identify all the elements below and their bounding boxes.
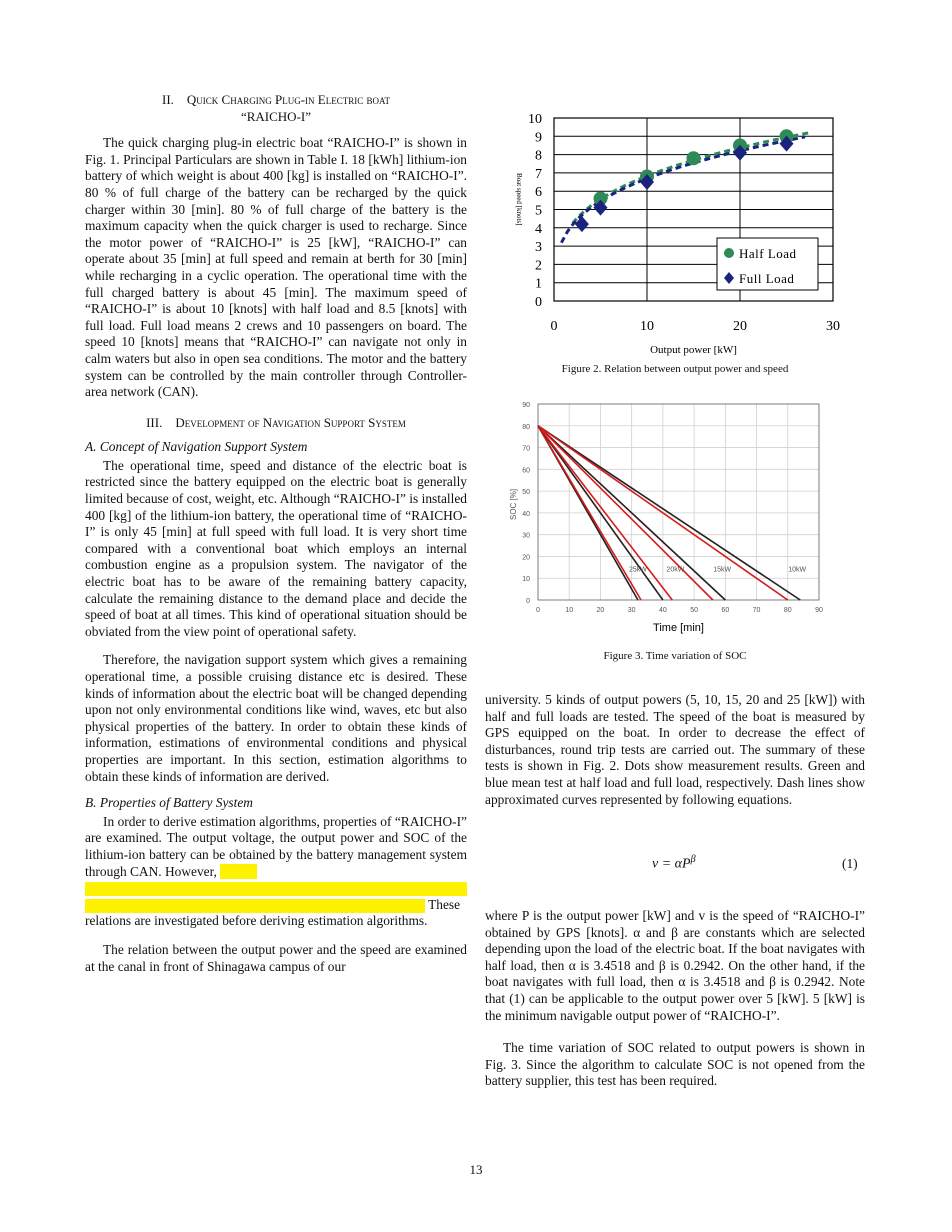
legend-label: Half Load [739, 246, 797, 261]
x-tick-label: 0 [536, 607, 540, 614]
x-tick-label: 30 [826, 319, 840, 334]
paragraph-properties-start: In order to derive estimation algorithms, properties of “RAICHO-I” are examined. The output voltage, the output power and SOC of the lithium-ion battery can be obtained by the battery management system through CAN. However, [85, 813, 467, 879]
section-2-title-line2: “RAICHO-I” [240, 108, 312, 124]
paragraph-properties-end: relations are investigated before deriving estimation algorithms. [85, 913, 428, 929]
y-tick-label: 4 [535, 221, 542, 237]
section-2-title: Quick Charging Plug-in Electric boat [186, 92, 390, 107]
y-tick-label: 20 [522, 554, 530, 562]
paragraph-relation: The relation between the output power and the speed are examined at the canal in front of Shinagawa campus of our [85, 941, 467, 974]
highlight-line [85, 882, 467, 896]
section-2-heading [85, 92, 467, 125]
data-point [687, 151, 701, 165]
x-axis-label: Time [min] [653, 622, 704, 634]
power-label: 10kW [788, 566, 807, 574]
x-tick-label: 0 [550, 319, 558, 334]
equation-number: (1) [842, 856, 858, 871]
section-3-heading [85, 415, 467, 432]
y-tick-label: 3 [535, 240, 542, 256]
left-column [85, 92, 467, 975]
y-tick-label: 70 [522, 445, 530, 453]
power-label: 20kW [666, 566, 685, 574]
x-tick-label: 30 [627, 607, 636, 614]
paragraph-raicho: The quick charging plug-in electric boat “RAICHO-I” is shown in Fig. 1. Principal Particulars are shown in Table I. 18 [kWh] lithium-ion battery of which weight is about 400 [kg] is installed on “RAICHO-I”. 80 % of full charge of the battery can be recharged by the quick charger within 30 [min]. 80 % of full charge of the battery is the maximum capacity when the quick charger is used to recharge. Since the motor power of “RAICHO-I” is 25 [kW], “RAICHO-I” can operate about 35 [min] at full speed and remain at berth for 30 [min] while recharging in a cyclic operation. The operational time with the full charged battery is about 45 [min]. The maximum speed of “RAICHO-I” is about 10 [knots] with half load and 8.5 [knots] with full load. Full load means 2 crews and 10 passengers on board. The speed 10 [knots] means that “RAICHO-I” can navigate not only in calm waters but also in open sea conditions. The motor and the battery system can be controlled by the main controller through Controller-area network (CAN). [85, 135, 467, 400]
y-tick-label: 30 [522, 532, 530, 540]
legend-label: Full Load [739, 271, 795, 286]
x-tick-label: 10 [640, 319, 654, 334]
power-label: 15kW [713, 566, 732, 574]
highlight-line [85, 899, 425, 913]
y-axis-label: SOC [%] [509, 488, 518, 520]
y-tick-label: 1 [535, 276, 542, 292]
paragraph-tests: university. 5 kinds of output powers (5, 10, 15, 20 and 25 [kW]) with half and full loads are tested. The speed of the boat is measured by GPS equipped on the boat. In order to decrease the effect of disturbances, round trip tests are carried out. The summary of these tests is shown in Fig. 2. Dots show measurement results. Green and blue mean test at half load and full load, respectively. Dash lines show approximated curves represented by following equations. [485, 692, 865, 807]
x-tick-label: 90 [815, 607, 823, 614]
page-number: 13 [469, 1162, 483, 1177]
equation-text: v = αP [652, 856, 691, 872]
y-tick-label: 6 [535, 185, 542, 201]
equation-1 [652, 854, 696, 873]
fit-curve [561, 137, 805, 243]
y-tick-label: 10 [522, 576, 530, 584]
x-tick-label: 70 [752, 607, 761, 614]
y-tick-label: 7 [535, 166, 542, 182]
section-2-number: II. [162, 92, 174, 107]
figure-2-chart [495, 108, 855, 378]
y-tick-label: 0 [526, 598, 530, 605]
y-tick-label: 10 [528, 112, 542, 127]
x-tick-label: 20 [733, 319, 747, 334]
y-tick-label: 80 [522, 423, 530, 431]
legend-marker [724, 248, 734, 258]
x-tick-label: 20 [596, 607, 605, 614]
x-axis-label: Output power [kW] [650, 344, 737, 356]
x-tick-label: 40 [658, 607, 667, 614]
figure-3-chart [500, 398, 840, 642]
section-3-number: III. [146, 414, 163, 430]
y-tick-label: 2 [535, 258, 542, 274]
y-tick-label: 5 [535, 203, 542, 219]
highlight-block [220, 864, 257, 879]
figure-3-caption: Figure 3. Time variation of SOC [603, 650, 747, 662]
y-tick-label: 50 [522, 489, 530, 497]
subsection-a-heading: A. Concept of Navigation Support System [85, 439, 308, 455]
y-tick-label: 40 [522, 510, 530, 518]
figure-2-caption: Figure 2. Relation between output power and speed [561, 363, 789, 375]
equation-exponent: β [690, 854, 696, 865]
power-label: 25kW [628, 566, 647, 574]
paragraph-soc: The time variation of SOC related to output powers is shown in Fig. 3. Since the algorithm to calculate SOC is not opened from the battery supplier, this test has been required. [485, 1040, 865, 1089]
paragraph-properties [85, 814, 467, 930]
paragraph-concept: The operational time, speed and distance of the electric boat is restricted since the battery equipped on the electric boat is generally limited because of cost, weight, etc. Although “RAICHO-I” is installed 400 [kg] of the lithium-ion battery, the operational time of “RAICHO-I” is only 45 [min] at full speed with full load. It is very short time compared with a conventional boat which employs an internal combustion engine as a propulsion system. The navigator of the electric boat has to be aware of the remaining battery capacity, calculate the remaining distance to the demand place and decide the speed of boat at all times. This kind of operational situation should be obviated from the view point of operational safety. [85, 457, 467, 639]
x-tick-label: 50 [690, 607, 699, 614]
right-column-lower [485, 908, 865, 1090]
y-tick-label: 60 [522, 467, 530, 475]
paragraph-properties-these: These [428, 896, 461, 912]
y-tick-label: 9 [535, 130, 542, 146]
y-tick-label: 90 [522, 402, 530, 409]
paragraph-where: where P is the output power [kW] and v is the speed of “RAICHO-I” obtained by GPS [knots]. α and β are constants which are selected depending upon the load of the electric boat. If the boat navigates with half load, then α is 3.4518 and β is 0.2942. On the other hand, if the boat navigates with full load, then α is 3.4518 and β is 0.2942. Note that (1) can be applicable to the output power over 5 [kW]. 5 [kW] is the minimum navigable output power of “RAICHO-I”. [485, 908, 865, 1023]
x-tick-label: 80 [783, 607, 792, 614]
right-column [485, 692, 865, 808]
y-tick-label: 0 [535, 295, 542, 310]
data-point [575, 216, 589, 232]
y-axis-label: Boat speed [knots] [515, 173, 523, 226]
paragraph-therefore: Therefore, the navigation support system which gives a remaining operational time, a possible cruising distance etc is desired. These kinds of information about the electric boat will be changed depending upon not only environmental conditions like wind, waves, etc but also physical properties of the battery. In order to obtain these kinds of information, estimations of environmental conditions and physical properties are important. In this section, estimation algorithms to obtain these kinds of information are derived. [85, 652, 467, 784]
subsection-b-heading: B. Properties of Battery System [85, 795, 253, 811]
x-tick-label: 10 [565, 607, 574, 614]
x-tick-label: 60 [721, 607, 730, 614]
y-tick-label: 8 [535, 148, 542, 164]
section-3-title: Development of Navigation Support System [175, 414, 406, 430]
